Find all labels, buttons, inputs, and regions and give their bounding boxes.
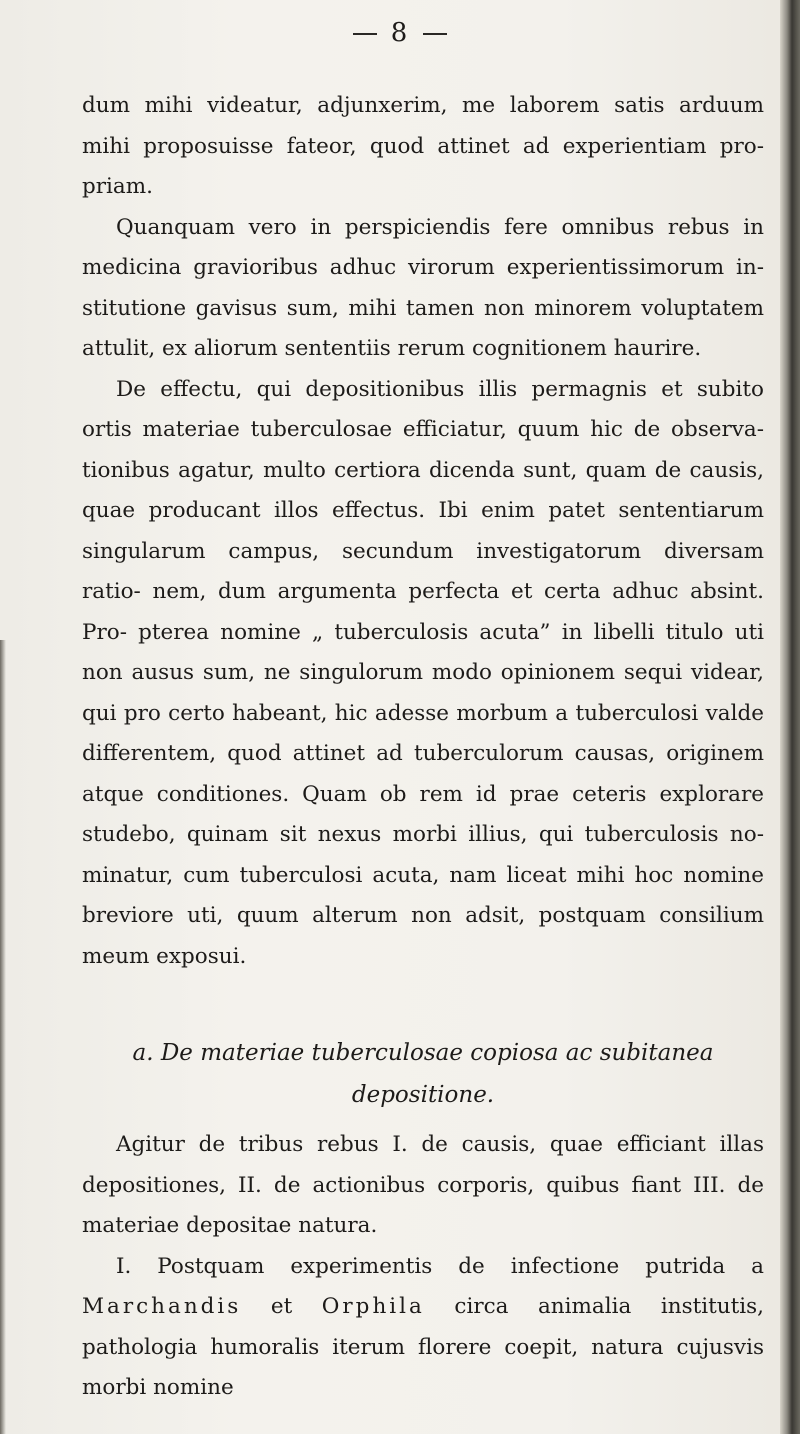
author-marchandis: Marchandis: [82, 1294, 242, 1319]
body-text-top: [82, 86, 764, 977]
page-edge: [780, 0, 800, 1434]
section-heading: [82, 1032, 764, 1116]
paragraph-quanquam: Quanquam vero in perspiciendis fere omnibus rebus in medicina gravioribus adhuc virorum experientissimorum in- stitutione gavisus sum, mihi tamen non minorem voluptatem attulit, ex aliorum sententiis rerum cognitionem haurire.: [82, 214, 764, 361]
postquam-text-3: circa animalia institutis, pathologia humoralis iterum florere coepit, natura cujusvis morbi nomine: [82, 1294, 764, 1400]
dash-right: [423, 33, 447, 35]
section-title-line2: depositione.: [351, 1082, 495, 1108]
paragraph-postquam: [82, 1247, 764, 1409]
paragraph-continued: dum mihi videatur, adjunxerim, me laborem satis arduum mihi proposuisse fateor, quod attinet ad experientiam pro- priam.: [82, 93, 764, 199]
author-orphila: Orphila: [321, 1294, 425, 1319]
postquam-text-1: I. Postquam experimentis de infectione putrida a: [116, 1253, 764, 1279]
section-letter: a.: [132, 1040, 154, 1066]
page-number: [0, 18, 800, 48]
section-title-line1: De materiae tuberculosae copiosa ac subitanea: [160, 1040, 714, 1066]
page-number-value: 8: [390, 18, 410, 48]
body-text-bottom: [82, 1125, 764, 1409]
section-heading-line1: [82, 1032, 764, 1074]
postquam-text-2: et: [241, 1294, 322, 1319]
dash-left: [353, 33, 377, 35]
binding-shadow: [0, 640, 6, 1434]
paragraph-de-effectu: De effectu, qui depositionibus illis permagnis et subito ortis materiae tuberculosae efficiatur, quum hic de observa- tionibus agatur, multo certiora dicenda sunt, quam de causis, quae producant illos effectus. Ibi enim patet sententiarum singularum campus, secundum investigatorum diversam ratio- nem, dum argumenta perfecta et certa adhuc absint. Pro- pterea nomine „ tuberculosis acuta” in libelli titulo uti non ausus sum, ne singulorum modo opinionem sequi videar, qui pro certo habeant, hic adesse morbum a tuberculosi valde differentem, quod attinet ad tuberculorum causas, originem atque conditiones. Quam ob rem id prae ceteris explorare studebo, quinam sit nexus morbi illius, qui tuberculosis no- minatur, cum tuberculosi acuta, nam liceat mihi hoc nomine breviore uti, quum alterum non adsit, postquam consilium meum exposui.: [82, 376, 764, 969]
paragraph-agitur: Agitur de tribus rebus I. de causis, quae efficiant illas depositiones, II. de actionibus corporis, quibus fiant III. de materiae depositae natura.: [82, 1132, 764, 1238]
